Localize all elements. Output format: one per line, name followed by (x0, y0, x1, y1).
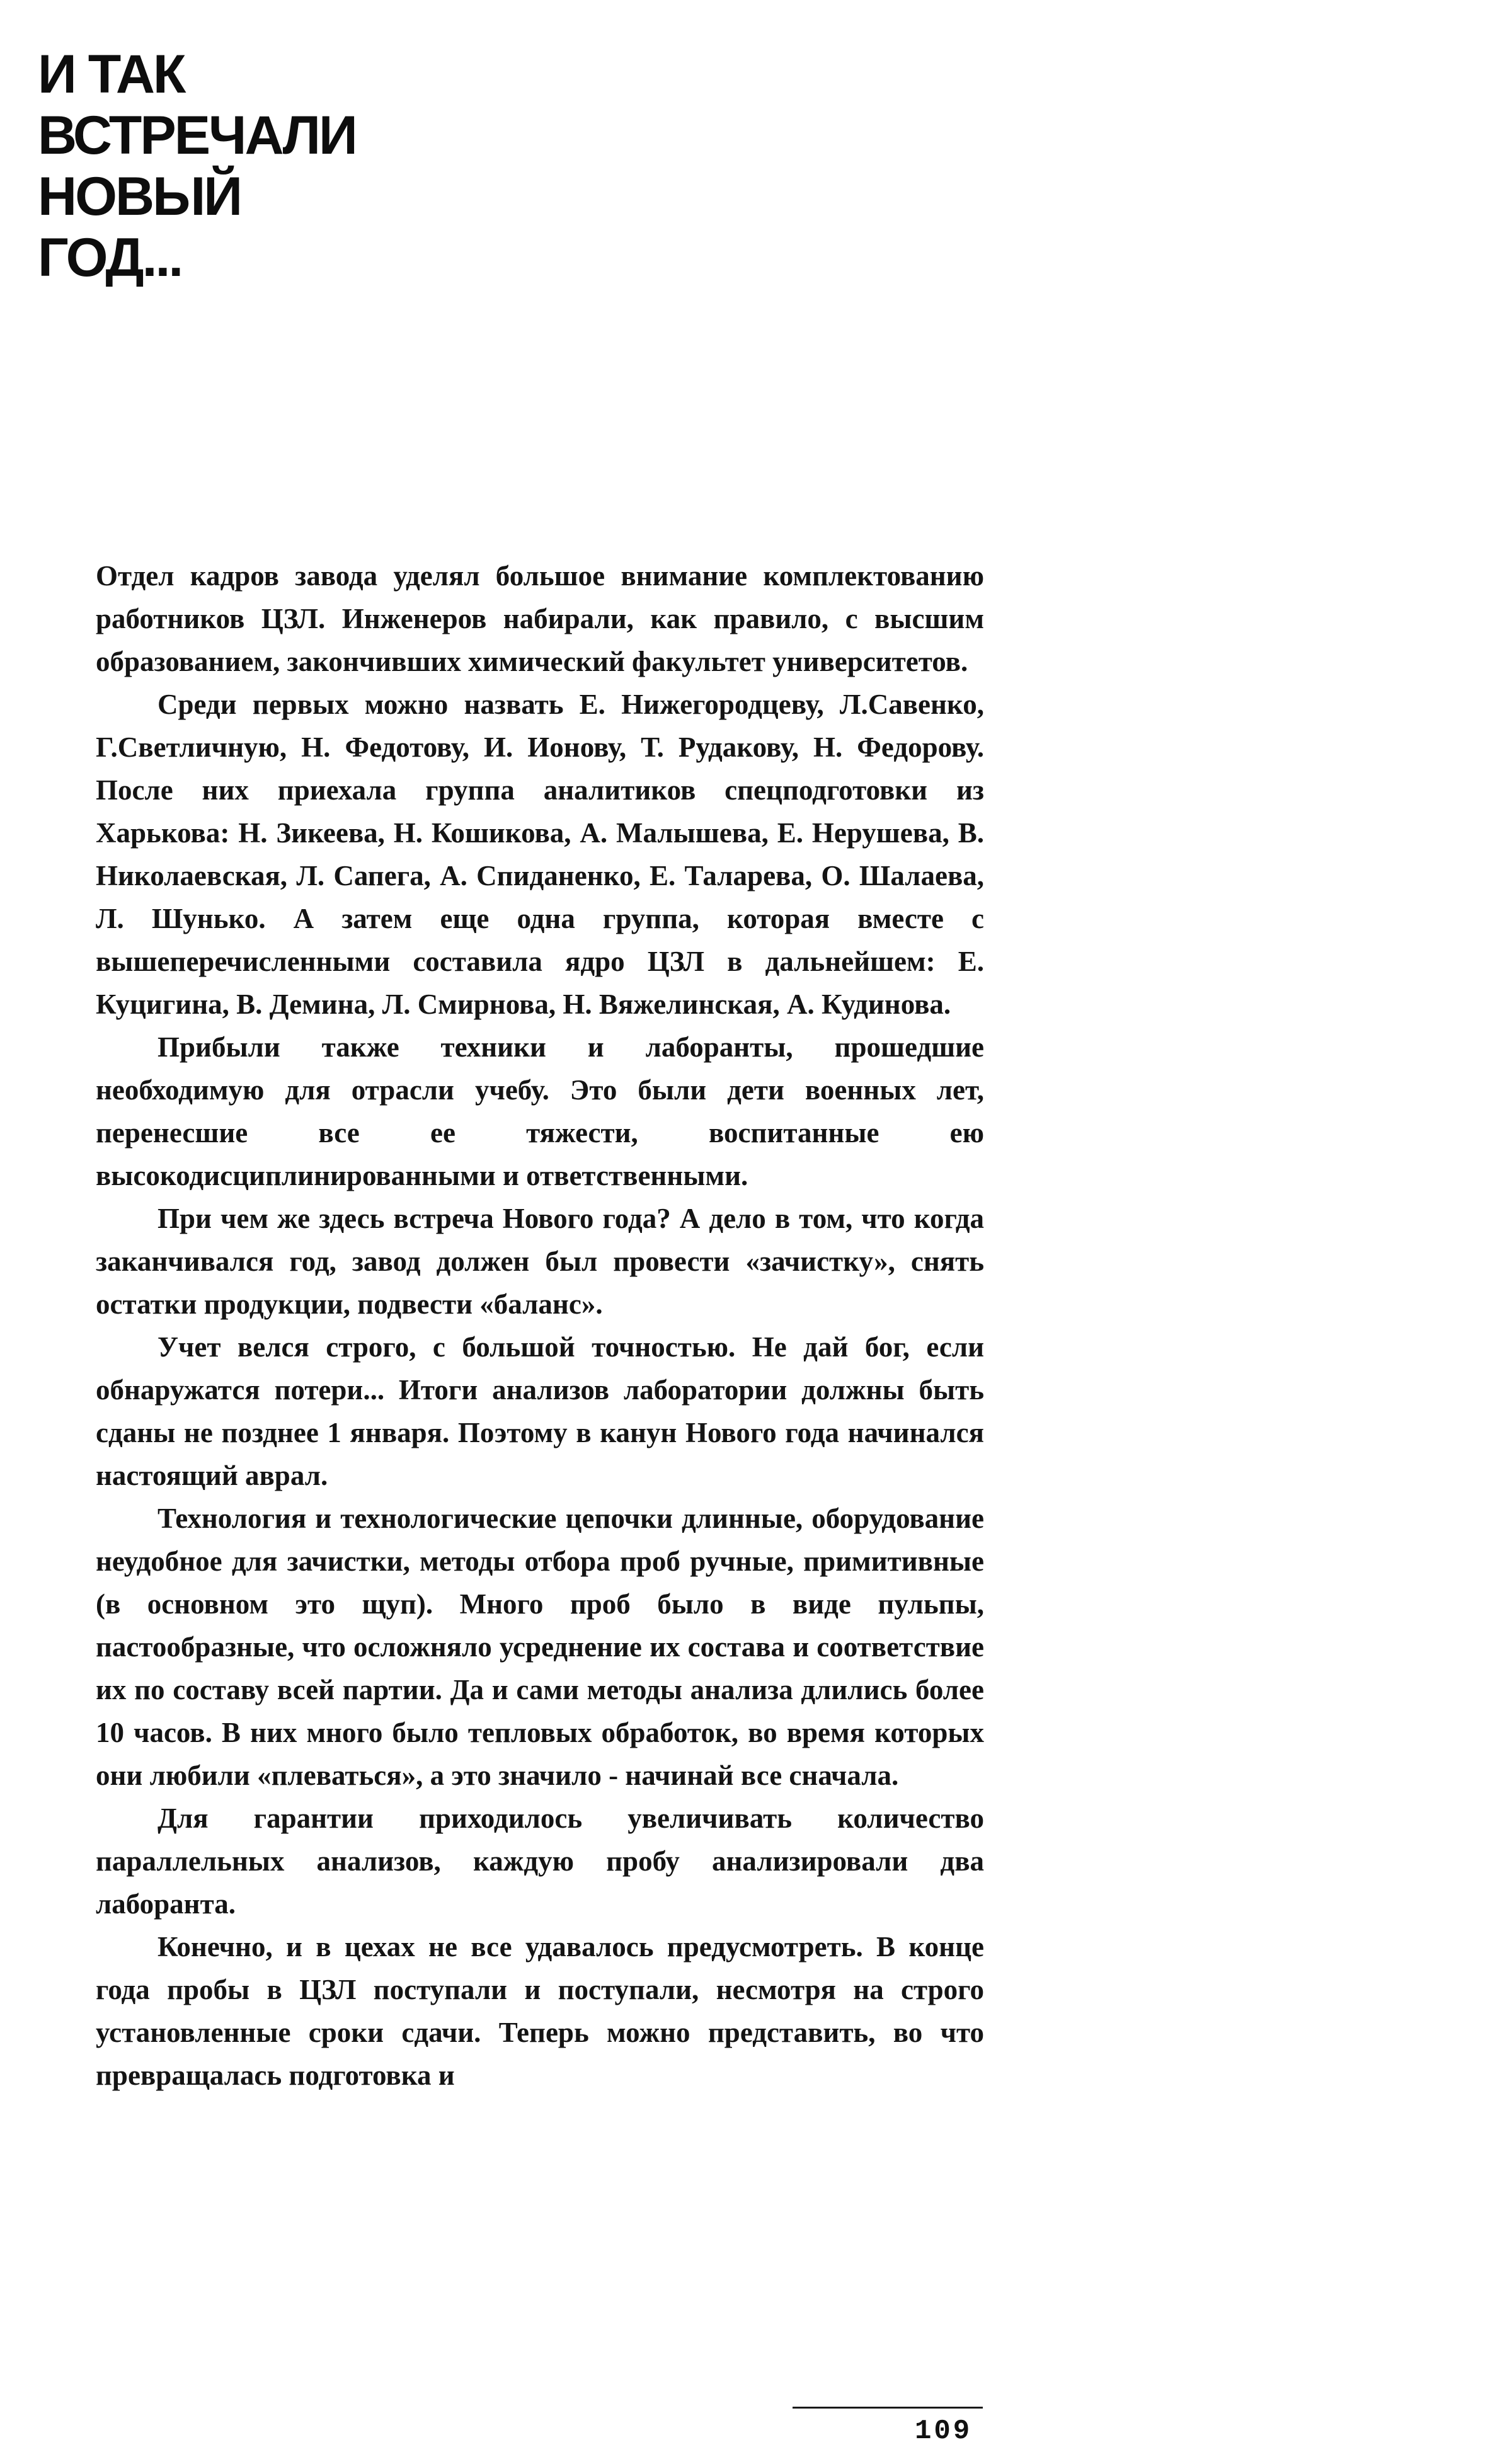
paragraph: Прибыли также техники и лаборанты, прошедшие необходимую для отрасли учебу. Это были дети военных лет, перенесшие все ее тяжести, воспитанные ею высокодисциплинированными и ответственными. (96, 1031, 984, 1191)
paragraph: При чем же здесь встреча Нового года? А дело в том, что когда заканчивался год, завод должен был провести «зачистку», снять остатки продукции, подвести «баланс». (96, 1203, 984, 1320)
title-line-2: ВСТРЕЧАЛИ (38, 105, 356, 166)
paragraph: Учет велся строго, с большой точностью. Не дай бог, если обнаружатся потери... Итоги анализов лаборатории должны быть сданы не позднее 1 января. Поэтому в канун Нового года начинался настоящий аврал. (96, 1331, 984, 1491)
footer-rule (793, 2407, 983, 2409)
paragraph: Конечно, и в цехах не все удавалось предусмотреть. В конце года пробы в ЦЗЛ поступали и поступали, несмотря на строго установленные сроки сдачи. Теперь можно представить, во что превращалась подготовка и (96, 1931, 984, 2091)
title-line-3: НОВЫЙ (38, 166, 241, 227)
paragraph: Среди первых можно назвать Е. Нижегородцеву, Л.Савенко, Г.Светличную, Н. Федотову, И. Ионову, Т. Рудакову, Н. Федорову. После них приехала группа аналитиков спецподготовки из Харькова: Н. Зикеева, Н. Кошикова, А. Малышева, Е. Нерушева, В. Николаевская, Л. Сапега, А. Спиданенко, Е. Таларева, О. Шалаева, Л. Шунько. А затем еще одна группа, которая вместе с вышеперечисленными составила ядро ЦЗЛ в дальнейшем: Е. Куцигина, В. Демина, Л. Смирнова, Н. Вяжелинская, А. Кудинова. (96, 689, 984, 1020)
page-number: 109 (915, 2415, 973, 2447)
paragraph: Для гарантии приходилось увеличивать количество параллельных анализов, каждую пробу анализировали два лаборанта. (96, 1802, 984, 1920)
paragraph: Технология и технологические цепочки длинные, оборудование неудобное для зачистки, методы отбора проб ручные, примитивные (в основном это щуп). Много проб было в виде пульпы, пастообразные, что осложняло усреднение их состава и соответствие их по составу всей партии. Да и сами методы анализа длились более 10 часов. В них много было тепловых обработок, во время которых они любили «плеваться», а это значило - начинай все сначала. (96, 1503, 984, 1791)
title-line-1: И ТАК (38, 44, 185, 105)
chapter-title (38, 44, 605, 289)
title-line-4: ГОД... (38, 227, 182, 288)
paragraph: Отдел кадров завода уделял большое внимание комплектованию работников ЦЗЛ. Инженеров набирали, как правило, с высшим образованием, закончивших химический факультет университетов. (96, 560, 984, 677)
body-text (96, 554, 984, 2097)
